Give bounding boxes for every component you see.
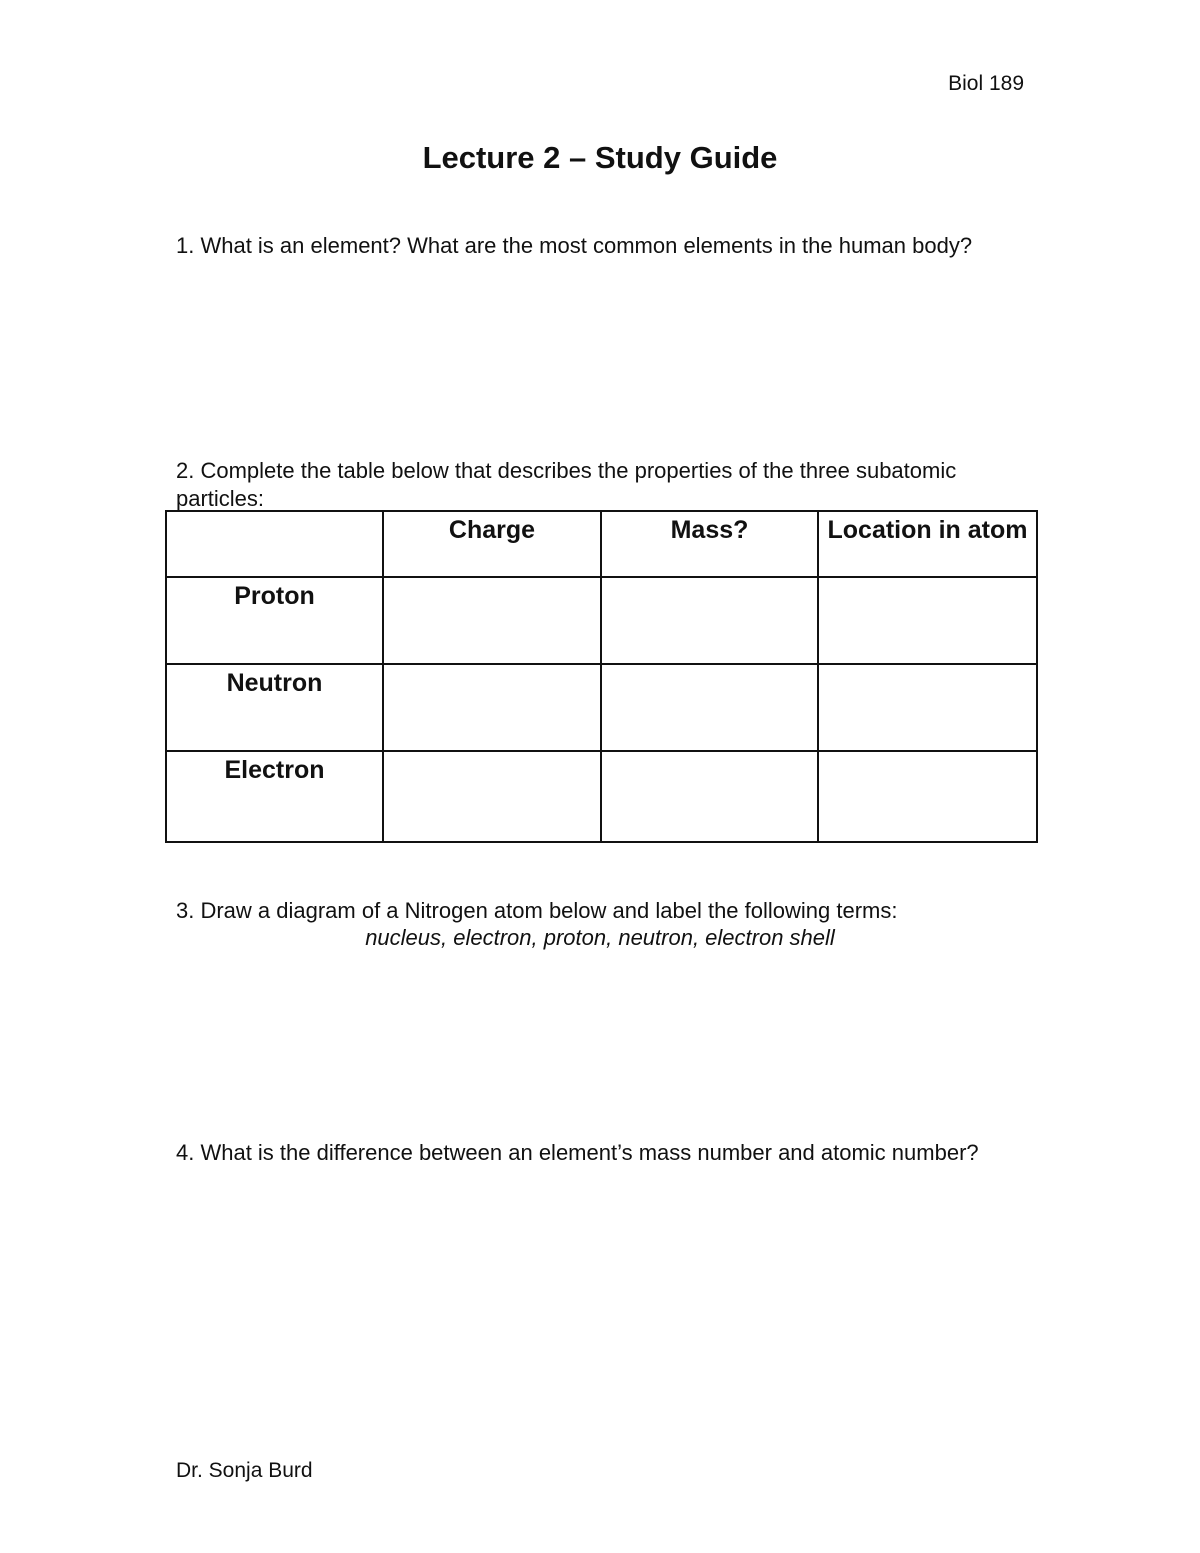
header-charge: Charge [383, 511, 601, 577]
table-header-row [166, 511, 1037, 577]
row-label-neutron: Neutron [166, 664, 383, 751]
question-3-terms: nucleus, electron, proton, neutron, electron shell [365, 925, 835, 950]
table-row-neutron [166, 664, 1037, 751]
header-location: Location in atom [818, 511, 1037, 577]
page-title: Lecture 2 – Study Guide [422, 140, 778, 175]
table-row-proton [166, 577, 1037, 664]
neutron-charge-cell[interactable] [383, 664, 601, 751]
electron-charge-cell[interactable] [383, 751, 601, 842]
electron-mass-cell[interactable] [601, 751, 818, 842]
table-row-electron [166, 751, 1037, 842]
subatomic-particles-table [165, 510, 1038, 843]
neutron-mass-cell[interactable] [601, 664, 818, 751]
question-4: 4. What is the difference between an element’s mass number and atomic number? [176, 1140, 979, 1165]
proton-charge-cell[interactable] [383, 577, 601, 664]
header-blank-cell [166, 511, 383, 577]
author-footer: Dr. Sonja Burd [176, 1459, 313, 1482]
proton-location-cell[interactable] [818, 577, 1037, 664]
electron-location-cell[interactable] [818, 751, 1037, 842]
course-label: Biol 189 [948, 72, 1024, 95]
question-1: 1. What is an element? What are the most common elements in the human body? [176, 233, 973, 258]
row-label-electron: Electron [166, 751, 383, 842]
header-mass: Mass? [601, 511, 818, 577]
question-3: 3. Draw a diagram of a Nitrogen atom below and label the following terms: [176, 898, 898, 923]
proton-mass-cell[interactable] [601, 577, 818, 664]
neutron-location-cell[interactable] [818, 664, 1037, 751]
row-label-proton: Proton [166, 577, 383, 664]
question-2: 2. Complete the table below that describes the properties of the three subatomic particles: [176, 458, 957, 511]
